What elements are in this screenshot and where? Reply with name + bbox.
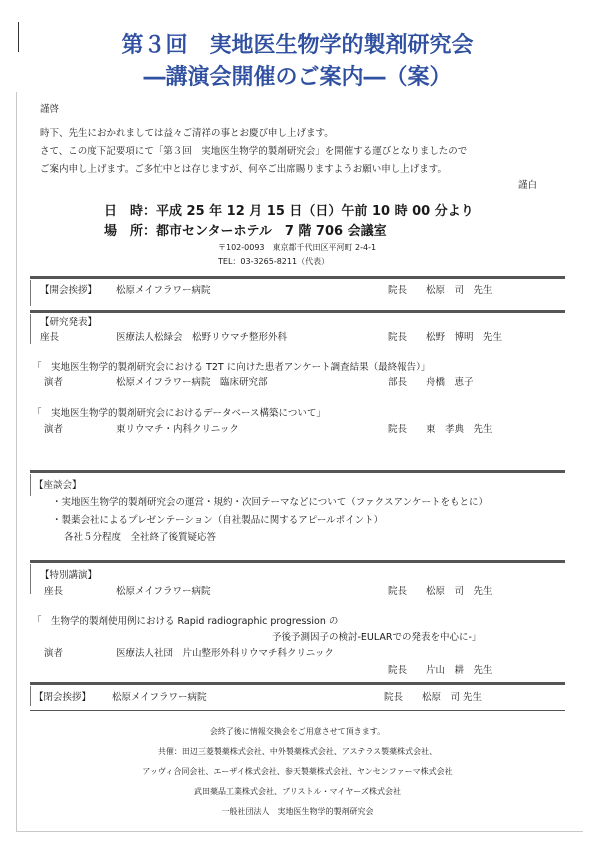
research-label: 【研究発表】 — [40, 317, 98, 328]
section-marker — [30, 280, 31, 306]
closing-label: 【閉会挨拶】 — [34, 692, 92, 703]
greeting-line2: さて、この度下記要項にて「第３回 実地医生物学的製剤研究会」を開催する運びとなりましたので — [40, 146, 468, 157]
special-speaker-title: 院長 — [388, 665, 408, 676]
closing-name: 松原 司 先生 — [422, 692, 483, 703]
talk2-title-pos: 院長 — [388, 424, 408, 435]
special-speaker-affiliation: 医療法人社団 片山整形外科リウマチ科クリニック — [116, 648, 334, 659]
section-divider — [30, 470, 565, 473]
page-subtitle: ―講演会開催のご案内―（案） — [143, 65, 452, 90]
special-chair-title: 院長 — [388, 586, 408, 597]
special-speaker-role: 演者 — [44, 648, 64, 659]
research-chair-title: 院長 — [388, 332, 408, 343]
discussion-note: 各社５分程度 全社終了後質疑応答 — [64, 532, 217, 543]
closing-affiliation: 松原メイフラワー病院 — [112, 692, 207, 703]
opening-affiliation: 松原メイフラワー病院 — [116, 285, 211, 296]
section-marker — [30, 474, 31, 496]
talk1-name: 舟橋 恵子 — [426, 377, 474, 388]
discussion-label: 【座談会】 — [34, 480, 82, 491]
event-date: 日 時：平成 25 年 12 月 15 日（日）午前 10 時 00 分より — [104, 204, 474, 219]
footer-sponsors-3: 武田薬品工業株式会社、ブリストル・マイヤーズ株式会社 — [194, 787, 401, 796]
section-divider — [30, 710, 565, 711]
talk1-role: 演者 — [44, 377, 64, 388]
footer-organizer: 一般社団法人 実地医生物学的製剤研究会 — [221, 807, 374, 816]
footer-sponsors-1: 共催：田辺三菱製薬株式会社、中外製薬株式会社、アステラス製薬株式会社、 — [157, 747, 438, 756]
greeting-opening: 謹啓 — [40, 104, 60, 115]
special-talk-title-2: 予後予測因子の検討-EULARでの発表を中心に-」 — [272, 632, 482, 643]
section-divider — [30, 310, 565, 313]
talk1-title-pos: 部長 — [388, 377, 408, 388]
page-title: 第３回 実地医生物学的製剤研究会 — [121, 33, 474, 58]
event-postal: 〒102-0093 東京都千代田区平河町 2-4-1 — [218, 243, 377, 252]
discussion-item2: ・製薬会社によるプレゼンテーション（自社製品に関するアピールポイント） — [52, 515, 384, 526]
talk1-affiliation: 松原メイフラワー病院 臨床研究部 — [116, 377, 268, 388]
special-chair-name: 松原 司 先生 — [426, 586, 493, 597]
talk2-affiliation: 東リウマチ・内科クリニック — [116, 424, 239, 435]
event-place: 場 所：都市センターホテル 7 階 706 会議室 — [104, 224, 387, 239]
discussion-item1: ・実地医生物学的製剤研究会の運営・規約・次回テーマなどについて（ファクスアンケートをもとに） — [52, 497, 488, 508]
research-chair-name: 松野 博明 先生 — [426, 332, 503, 343]
research-chair-role: 座長 — [40, 332, 60, 343]
event-tel: TEL：03-3265-8211（代表） — [218, 257, 330, 266]
section-marker — [30, 564, 31, 594]
special-label: 【特別講演】 — [40, 570, 98, 581]
talk2-title: 「 実地医生物学的製剤研究会におけるデータベース構築について」 — [32, 408, 326, 419]
section-divider — [30, 560, 565, 563]
section-marker — [30, 314, 31, 344]
opening-label: 【開会挨拶】 — [40, 285, 98, 296]
talk2-role: 演者 — [44, 424, 64, 435]
greeting-closing: 謹白 — [518, 180, 538, 191]
footer-sponsors-2: アッヴィ合同会社、エーザイ株式会社、参天製薬株式会社、ヤンセンファーマ株式会社 — [142, 767, 453, 776]
footer-note: 会終了後に情報交換会をご用意させて頂きます。 — [209, 727, 386, 736]
opening-name: 松原 司 先生 — [426, 285, 493, 296]
special-talk-title-1: 「 生物学的製剤使用例における Rapid radiographic progression の — [32, 616, 339, 627]
research-chair-affiliation: 医療法人松緑会 松野リウマチ整形外科 — [116, 332, 288, 343]
opening-title: 院長 — [388, 285, 408, 296]
greeting-line1: 時下、先生におかれましては益々ご清祥の事とお慶び申し上げます。 — [40, 128, 334, 139]
special-chair-role: 座長 — [44, 586, 64, 597]
special-speaker-name: 片山 耕 先生 — [426, 665, 493, 676]
closing-title: 院長 — [384, 692, 404, 703]
section-divider — [30, 276, 565, 279]
talk1-title: 「 実地医生物学的製剤研究会における T2T に向けた患者アンケート調査結果（最終報告）」 — [32, 362, 431, 373]
section-divider — [30, 682, 565, 685]
greeting-line3: ご案内申し上げます。ご多忙中とは存じますが、何卒ご出席賜りますようお願い申し上げます。 — [40, 164, 447, 175]
special-chair-affiliation: 松原メイフラワー病院 — [116, 586, 211, 597]
talk2-name: 東 孝典 先生 — [426, 424, 493, 435]
section-marker — [30, 686, 31, 706]
